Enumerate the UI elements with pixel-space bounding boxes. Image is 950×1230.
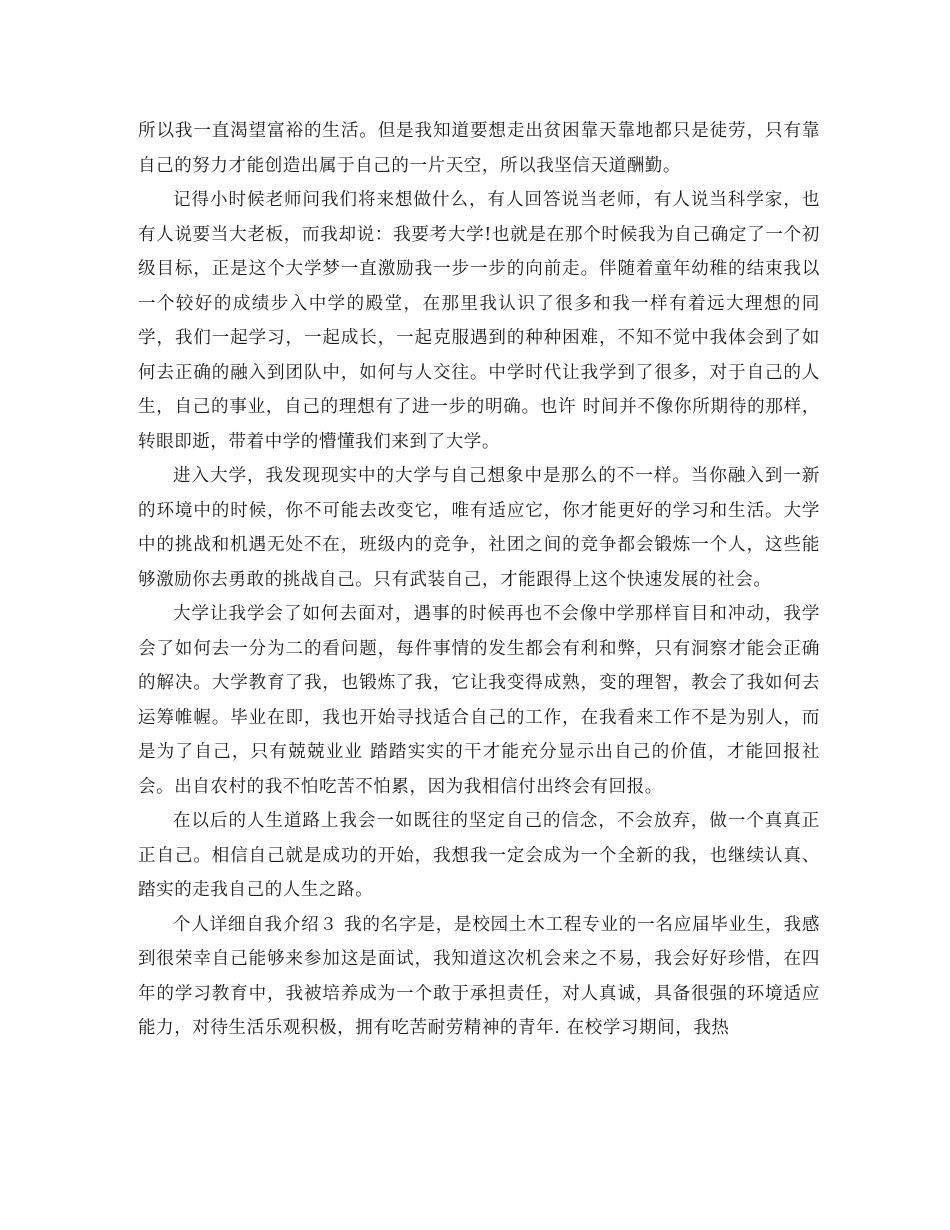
paragraph-6: 个人详细自我介绍３ 我的名字是，是校园土木工程专业的一名应届毕业生，我感到很荣幸自己能够来参加这是面试，我知道这次机会来之不易，我会好好珍惜，在四年的学习教育中，我被培养成为一个敢于承担责任，对人真诚，具备很强的环境适应能力，对待生活乐观积极，拥有吃苦耐劳精神的青年. 在校学习期间，我热 [138,914,820,1038]
paragraph-4: 大学让我学会了如何去面对，遇事的时候再也不会像中学那样盲目和冲动，我学会了如何去一分为二的看问题，每件事情的发生都会有利和弊，只有洞察才能会正确的解决。大学教育了我，也锻炼了我，它让我变得成熟，变的理智，教会了我如何去运筹帷幄。毕业在即，我也开始寻找适合自己的工作，在我看来工作不是为别人，而是为了自己，只有兢兢业业 踏踏实实的干才能充分显示出自己的价值，才能回报社会。出自农村的我不怕吃苦不怕累，因为我相信付出终会有回报。 [138,604,820,797]
document-body [138,114,820,1046]
paragraph-5: 在以后的人生道路上我会一如既往的坚定自己的信念，不会放弃，做一个真真正正自己。相信自己就是成功的开始，我想我一定会成为一个全新的我，也继续认真、踏实的走我自己的人生之路。 [138,811,820,900]
paragraph-2: 记得小时候老师问我们将来想做什么，有人回答说当老师，有人说当科学家，也有人说要当大老板，而我却说：我要考大学!也就是在那个时候我为自己确定了一个初级目标，正是这个大学梦一直激励我一步一步的向前走。伴随着童年幼稚的结束我以一个较好的成绩步入中学的殿堂，在那里我认识了很多和我一样有着远大理想的同学，我们一起学习，一起成长，一起克服遇到的种种困难，不知不觉中我体会到了如何去正确的融入到团队中，如何与人交往。中学时代让我学到了很多，对于自己的人生，自己的事业，自己的理想有了进一步的明确。也许 时间并不像你所期待的那样，转眼即逝，带着中学的懵懂我们来到了大学。 [138,190,820,452]
paragraph-1: 所以我一直渴望富裕的生活。但是我知道要想走出贫困靠天靠地都只是徒劳，只有靠自己的努力才能创造出属于自己的一片天空，所以我坚信天道酬勤。 [138,121,820,176]
paragraph-3: 进入大学，我发现现实中的大学与自己想象中是那么的不一样。当你融入到一新的环境中的时候，你不可能去改变它，唯有适应它，你才能更好的学习和生活。大学中的挑战和机遇无处不在，班级内的竞争，社团之间的竞争都会锻炼一个人，这些能够激励你去勇敢的挑战自己。只有武装自己，才能跟得上这个快速发展的社会。 [138,466,820,590]
